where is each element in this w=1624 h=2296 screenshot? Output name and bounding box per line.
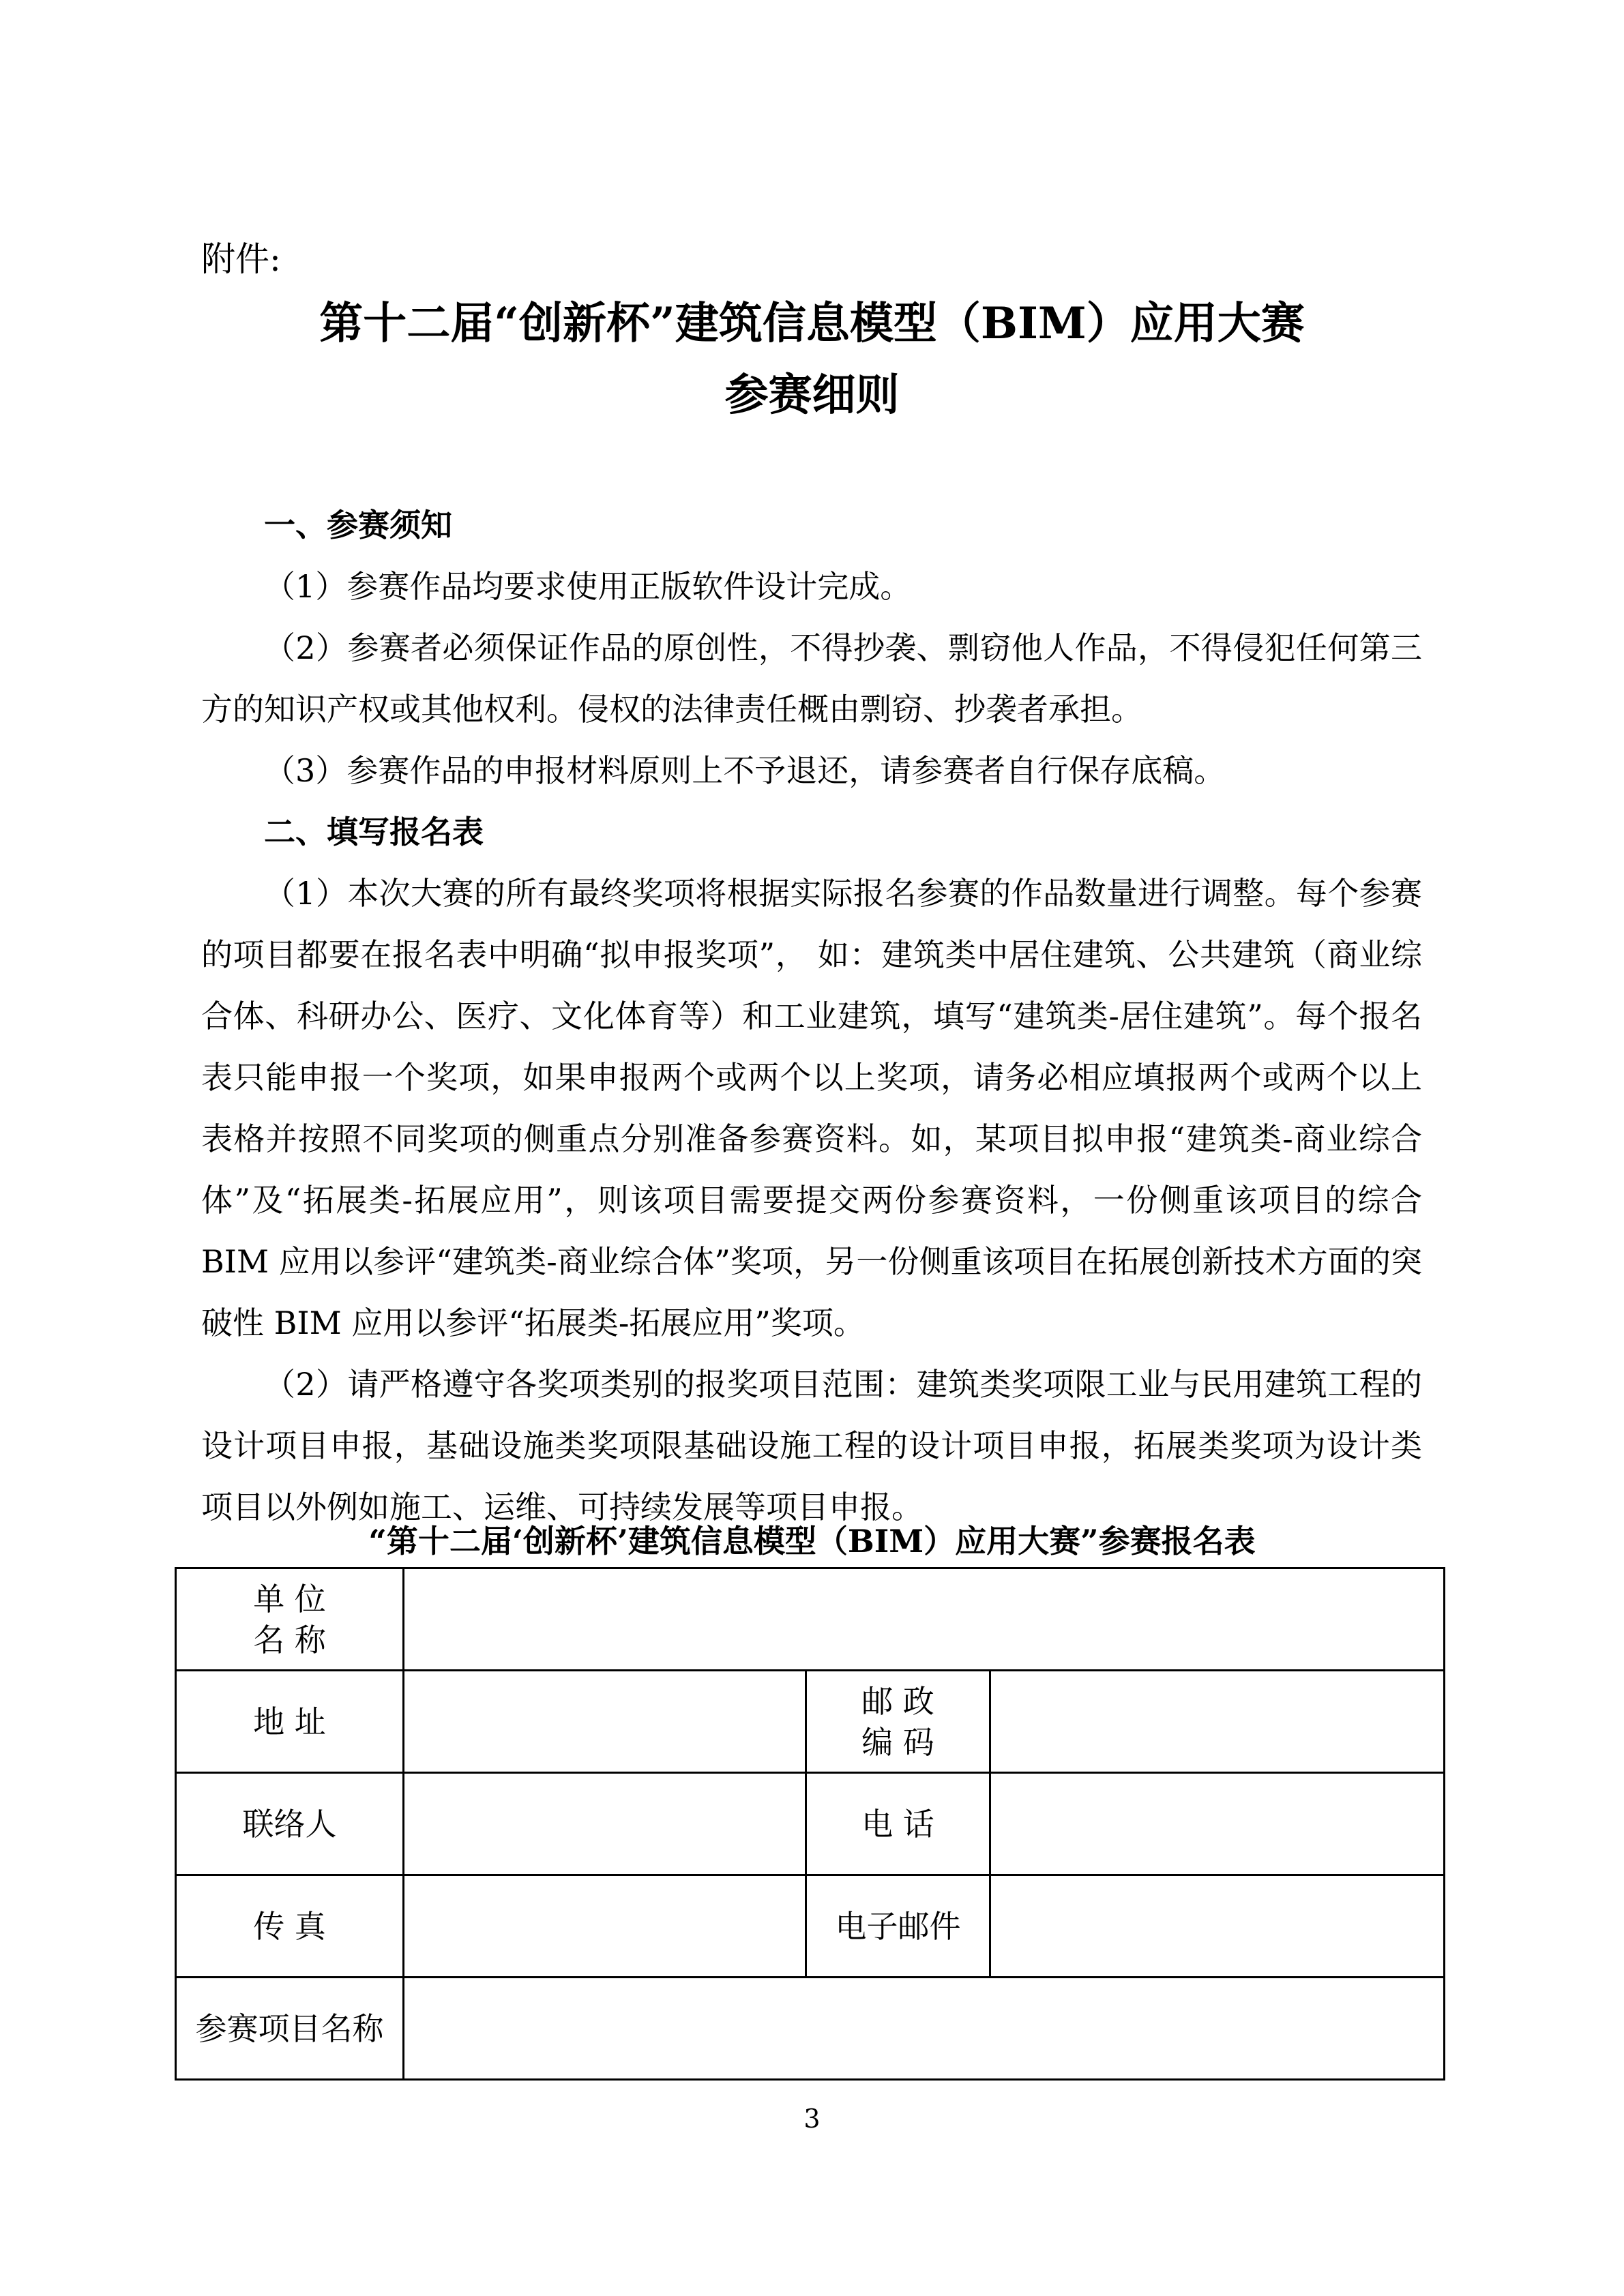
contact-field[interactable] bbox=[404, 1773, 806, 1875]
paragraph: （3）参赛作品的申报材料原则上不予退还，请参赛者自行保存底稿。 bbox=[264, 752, 1226, 789]
postal-code-field[interactable] bbox=[990, 1671, 1445, 1773]
label-contact: 联络人 bbox=[176, 1773, 404, 1875]
email-field[interactable] bbox=[990, 1875, 1445, 1978]
document-title: 第十二届“创新杯”建筑信息模型（BIM）应用大赛 bbox=[319, 298, 1305, 349]
table-row bbox=[176, 1671, 1445, 1773]
attachment-label: 附件: bbox=[201, 239, 281, 279]
section-heading-notice: 一、参赛须知 bbox=[264, 507, 452, 543]
paragraph: （2）参赛者必须保证作品的原创性，不得抄袭、剽窃他人作品，不得侵犯任何第三方的知识产权或其他权利。侵权的法律责任概由剽窃、抄袭者承担。 bbox=[201, 629, 1422, 728]
phone-field[interactable] bbox=[990, 1773, 1445, 1875]
project-name-field[interactable] bbox=[404, 1978, 1445, 2080]
label-line: 单 位 bbox=[253, 1580, 326, 1617]
label-project-name: 参赛项目名称 bbox=[176, 1978, 404, 2080]
paragraph: （1）本次大赛的所有最终奖项将根据实际报名参赛的作品数量进行调整。每个参赛的项目都要在报名表中明确“拟申报奖项”， 如：建筑类中居住建筑、公共建筑（商业综合体、科研办公、医疗、文化体育等）和工业建筑，填写“建筑类-居住建筑”。每个报名表只能申报一个奖项，如果申报两个或两个以上奖项，请务必相应填报两个或两个以上表格并按照不同奖项的侧重点分别准备参赛资料。如，某项目拟申报“建筑类-商业综合体”及“拓展类-拓展应用”，则该项目需要提交两份参赛资料，一份侧重该项目的综合 BIM 应用以参评“建筑类-商业综合体”奖项，另一份侧重该项目在拓展创新技术方面的突破性 BIM 应用以参评“拓展类-拓展应用”奖项。 bbox=[201, 875, 1422, 1341]
label-postal-code bbox=[806, 1671, 990, 1773]
label-fax: 传 真 bbox=[176, 1875, 404, 1978]
paragraph: （2）请严格遵守各奖项类别的报奖项目范围：建筑类奖项限工业与民用建筑工程的设计项目申报，基础设施类奖项限基础设施工程的设计项目申报，拓展类奖项为设计类项目以外例如施工、运维、可持续发展等项目申报。 bbox=[201, 1366, 1422, 1525]
table-row bbox=[176, 1875, 1445, 1978]
document-body bbox=[201, 494, 1422, 1538]
page-number: 3 bbox=[803, 2104, 821, 2134]
label-line: 编 码 bbox=[861, 1723, 934, 1761]
label-phone: 电 话 bbox=[806, 1773, 990, 1875]
table-row bbox=[176, 1978, 1445, 2080]
label-address: 地 址 bbox=[176, 1671, 404, 1773]
label-unit-name bbox=[176, 1568, 404, 1671]
table-row bbox=[176, 1568, 1445, 1671]
label-line: 邮 政 bbox=[861, 1682, 934, 1720]
address-field[interactable] bbox=[404, 1671, 806, 1773]
section-heading-registration: 二、填写报名表 bbox=[264, 814, 484, 850]
form-caption: “第十二届‘创新杯’建筑信息模型（BIM）应用大赛”参赛报名表 bbox=[368, 1523, 1256, 1560]
label-line: 名 称 bbox=[253, 1621, 326, 1658]
label-email: 电子邮件 bbox=[806, 1875, 990, 1978]
unit-name-field[interactable] bbox=[404, 1568, 1445, 1671]
fax-field[interactable] bbox=[404, 1875, 806, 1978]
paragraph: （1）参赛作品均要求使用正版软件设计完成。 bbox=[264, 568, 912, 605]
table-row bbox=[176, 1773, 1445, 1875]
document-subtitle: 参赛细则 bbox=[724, 370, 900, 421]
registration-form-table bbox=[175, 1567, 1445, 2081]
